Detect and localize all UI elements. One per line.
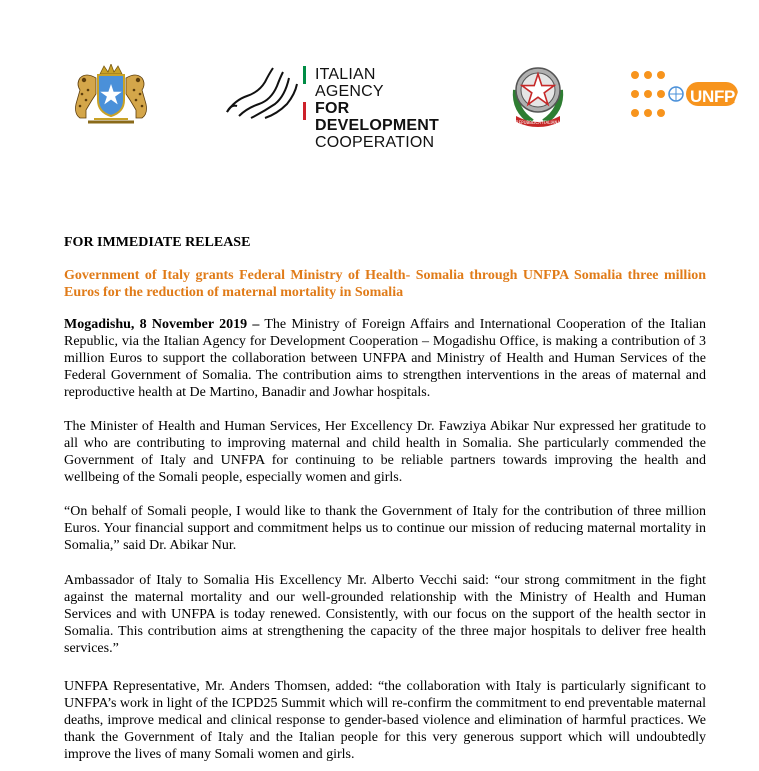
unfpa-logo [630, 70, 746, 122]
dove-hand-icon [225, 64, 307, 122]
italy-seal-ribbon-text: REPUBBLICA ITALIANA [515, 120, 561, 125]
aics-line-1: ITALIAN AGENCY [315, 66, 384, 100]
release-label: FOR IMMEDIATE RELEASE [64, 235, 251, 250]
paragraph-3: “On behalf of Somali people, I would like to thank the Government of Italy for the contribution of three million Euros. Your financial support and commitment helps us to continue our mission of reducing maternal mortality in Somalia,” said Dr. Abikar Nur. [64, 504, 706, 553]
paragraph-1 [64, 316, 706, 401]
paragraph-2: The Minister of Health and Human Services, Her Excellency Dr. Fawziya Abikar Nur expressed her gratitude to all who are contributing to improving maternal and child health in Somalia. She particularly commended the Government of Italy and UNFPA for continuing to be reliable partners towards improving the health and wellbeing of the Somali people, especially women and girls. [64, 419, 706, 485]
italian-republic-emblem-logo [506, 60, 570, 130]
aics-line-3: COOPERATION [315, 134, 435, 151]
aics-wordmark [315, 66, 445, 151]
unfpa-wordmark: UNFPA [690, 87, 746, 106]
aics-logo [225, 64, 443, 151]
press-release-headline: Government of Italy grants Federal Ministry of Health- Somalia through UNFPA Somalia three million Euros for the reduction of maternal mortality in Somalia [64, 268, 706, 300]
somalia-coat-of-arms-logo [64, 64, 158, 126]
paragraph-1-body: The Ministry of Foreign Affairs and International Cooperation of the Italian Republic, via the Italian Agency for Development Cooperation – Mogadishu Office, is making a contribution of 3 million Euros to support the collaboration between UNFPA and Ministry of Health and Human Services of the Federal Government of Somalia. The contribution aims to strengthen interventions in the areas of maternal and reproductive health at De Martino, Banadir and Jowhar hospitals. [64, 317, 707, 400]
dateline: Mogadishu, 8 November 2019 – [64, 317, 260, 332]
paragraph-4: Ambassador of Italy to Somalia His Excellency Mr. Alberto Vecchi said: “our strong commitment in the fight against the maternal mortality and our well-grounded relationship with the Ministry of Health and Human Services and with UNFPA is today renewed. Consistently, with our focus on the support of the health sector in Somalia. This contribution aims at strengthening the capacity of the three major hospitals to deliver free health services.” [64, 573, 706, 656]
aics-line-2: FOR DEVELOPMENT [315, 100, 439, 134]
paragraph-5: UNFPA Representative, Mr. Anders Thomsen, added: “the collaboration with Italy is particularly significant to UNFPA’s work in light of the ICPD25 Summit which will re-confirm the commitment to end preventable maternal deaths, improve medical and clinical response to gender-based violence and elimination of harmful practices. We thank the Government of Italy and the Italian people for this very generous support which will undoubtedly improve the lives of many Somali women and girls. [64, 679, 706, 762]
